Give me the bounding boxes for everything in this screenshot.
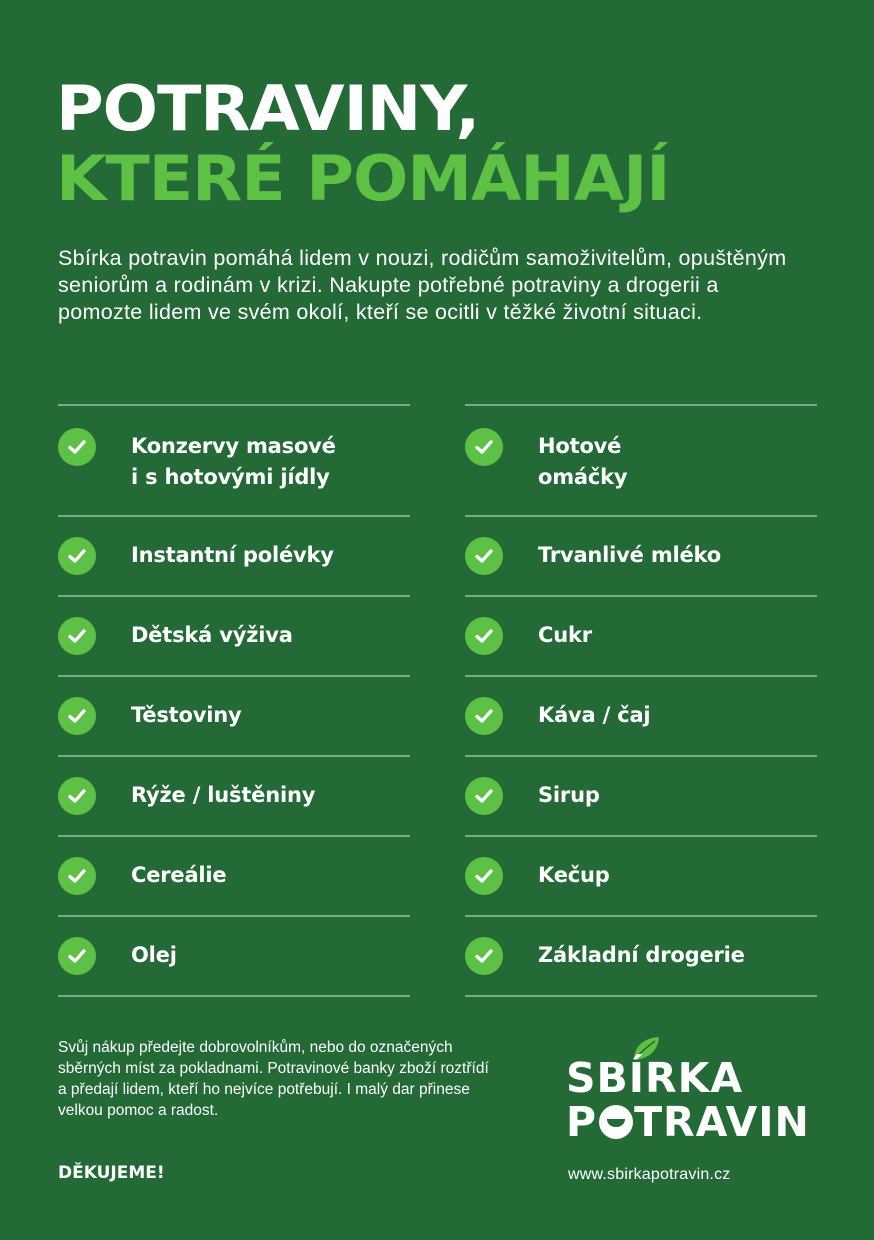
check-circle-icon (465, 537, 503, 575)
item-label (538, 431, 817, 493)
page-title (56, 72, 670, 215)
list-item (58, 517, 410, 597)
list-item (465, 757, 817, 837)
list-item (465, 406, 817, 517)
list-item (465, 917, 817, 997)
check-circle-icon (465, 857, 503, 895)
check-circle-icon (465, 617, 503, 655)
items-column-right (465, 404, 817, 997)
item-label: Základní drogerie (538, 943, 745, 967)
item-label: Těstoviny (131, 703, 242, 727)
check-circle-icon (58, 537, 96, 575)
check-circle-icon (58, 617, 96, 655)
list-item (465, 597, 817, 677)
item-label-line-2: omáčky (538, 465, 628, 489)
item-label: Kečup (538, 863, 610, 887)
logo-letter-p: P (566, 1098, 598, 1146)
items-column-left (58, 404, 410, 997)
logo-letters-rest: TRAVIN (634, 1098, 810, 1146)
check-circle-icon (58, 697, 96, 735)
title-line-1: POTRAVINY, (56, 72, 480, 145)
item-label: Instantní polévky (131, 543, 334, 567)
check-circle-icon (58, 428, 96, 466)
check-circle-icon (465, 777, 503, 815)
check-circle-icon (58, 857, 96, 895)
footer-paragraph: Svůj nákup předejte dobrovolníkům, nebo do označených sběrných míst za pokladnami. Potravinové banky zboží roztřídí a předají lidem, kteří ho nejvíce potřebují. I malý dar přinese velkou pomoc a radost. (58, 1039, 489, 1119)
item-label: Cereálie (131, 863, 227, 887)
list-item (465, 517, 817, 597)
check-circle-icon (465, 697, 503, 735)
item-label: Dětská výživa (131, 623, 293, 647)
item-label-line-2: i s hotovými jídly (131, 465, 330, 489)
thanks-text: DĚKUJEME! (58, 1163, 165, 1183)
title-line-2: KTERÉ POMÁHAJÍ (56, 142, 670, 215)
item-label: Sirup (538, 783, 600, 807)
item-label: Káva / čaj (538, 703, 651, 727)
item-label (131, 431, 410, 493)
logo-line-1: SBÍRKA (566, 1054, 744, 1102)
list-item (58, 837, 410, 917)
check-circle-icon (465, 937, 503, 975)
list-item (58, 597, 410, 677)
item-label: Olej (131, 943, 177, 967)
item-label-line-1: Hotové (538, 434, 622, 458)
logo-face-icon (599, 1105, 633, 1139)
logo-line-2 (566, 1100, 810, 1144)
check-circle-icon (465, 428, 503, 466)
list-item (58, 677, 410, 757)
website-link[interactable]: www.sbirkapotravin.cz (568, 1166, 731, 1183)
intro-paragraph: Sbírka potravin pomáhá lidem v nouzi, rodičům samoživitelům, opuštěným seniorům a rodinám v krizi. Nakupte potřebné potraviny a drogerii a pomozte lidem ve svém okolí, kteří se ocitli v těžké životní situaci. (58, 246, 787, 324)
list-item (58, 406, 410, 517)
logo (566, 1036, 826, 1146)
item-label-line-1: Konzervy masové (131, 434, 336, 458)
list-item (58, 917, 410, 997)
check-circle-icon (58, 777, 96, 815)
check-circle-icon (58, 937, 96, 975)
item-label: Cukr (538, 623, 592, 647)
list-item (465, 677, 817, 757)
list-item (58, 757, 410, 837)
item-label: Trvanlivé mléko (538, 543, 721, 567)
item-label: Rýže / luštěniny (131, 783, 316, 807)
list-item (465, 837, 817, 917)
